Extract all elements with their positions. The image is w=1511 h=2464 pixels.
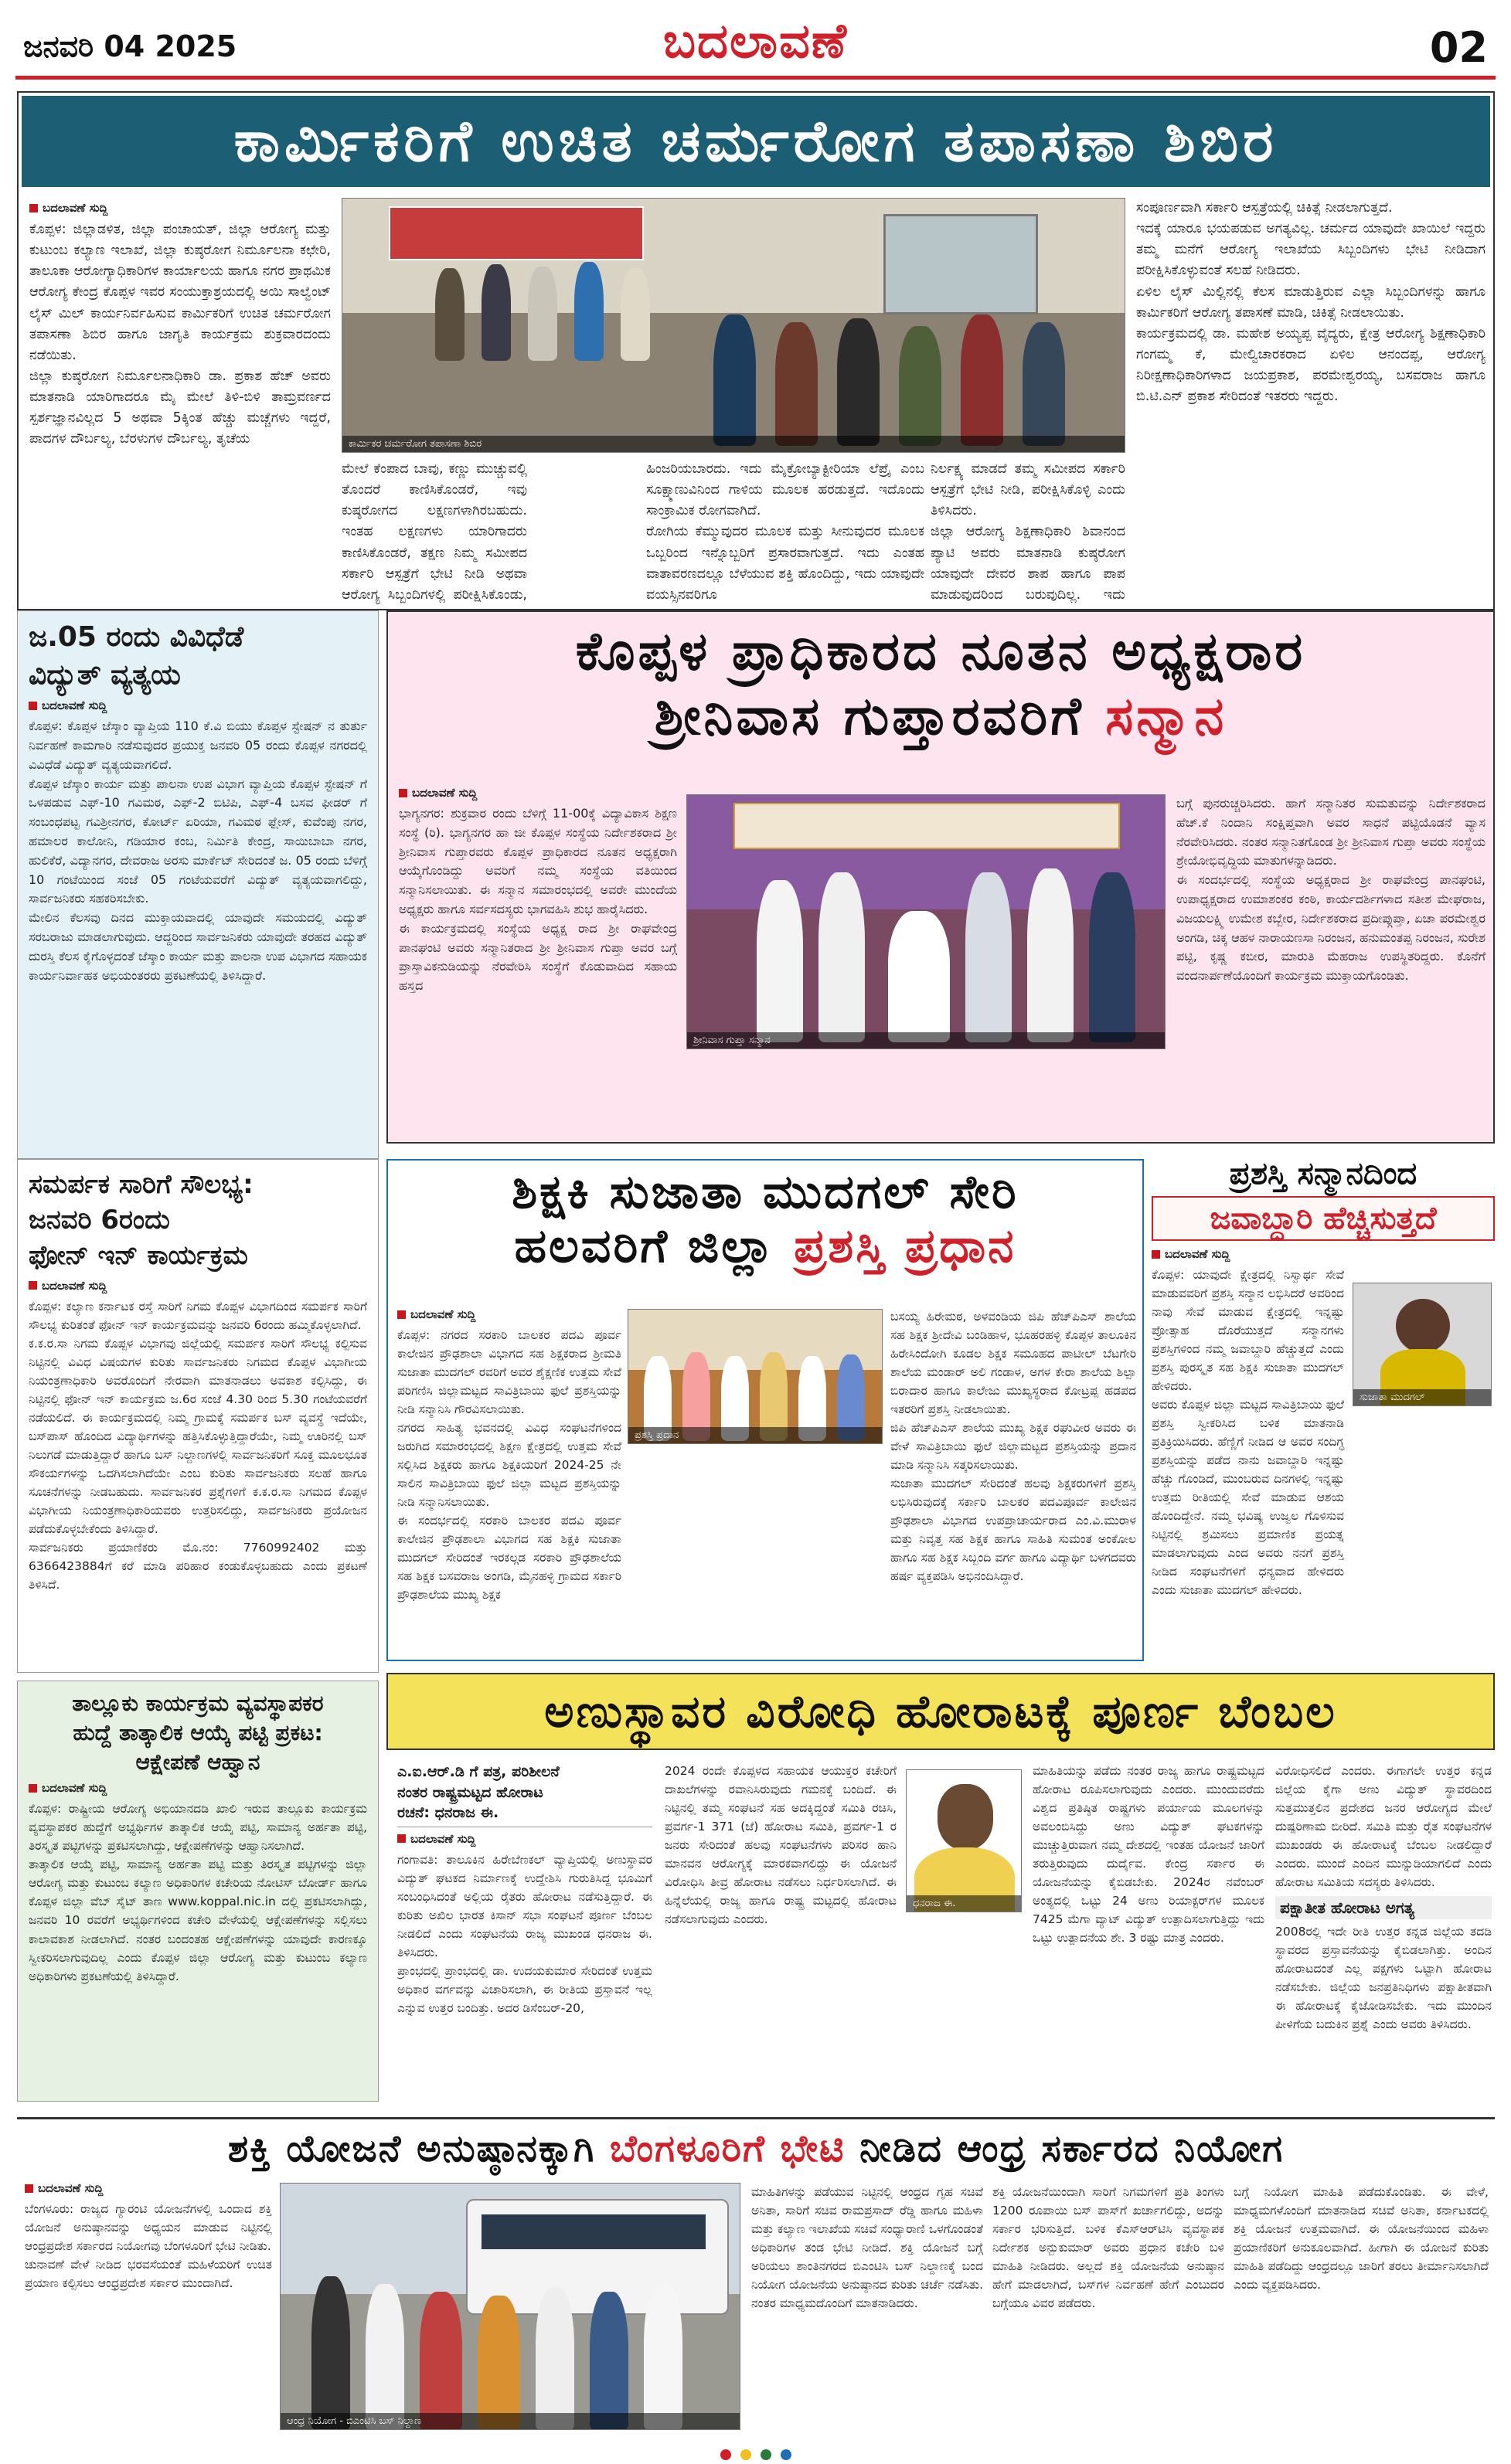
photo-andhra-delegation <box>280 2183 740 2430</box>
byline: ಬದಲಾವಣೆ ಸುದ್ದಿ <box>25 2181 272 2195</box>
article-body: ಕೊಪ್ಪಳ: ನಗರದ ಸರಕಾರಿ ಬಾಲಕರ ಪದವಿ ಪೂರ್ವ ಕಾಲೇಜಿನ ಪ್ರೌಢಶಾಲಾ ವಿಭಾಗದ ಸಹ ಶಿಕ್ಷಕರಾದ ಶ್ರೀಮತಿ ಸುಜಾತಾ ಮುದಗಲ್ ರವರಿಗೆ ಅವರ ಶೈಕ್ಷಣಿಕ ಉತ್ತಮ ಸೇವೆ ಪರಿಗಣಿಸಿ ಜಿಲ್ಲಾಮಟ್ಟದ ಸಾವಿತ್ರಿಬಾಯಿ ಫುಲೆ ಪ್ರಶಸ್ತಿಯನ್ನು ನೀಡಿ ಸನ್ಮಾನಿಸಿ ಗೌರವಿಸಲಾಯಿತು. ನಗರದ ಸಾಹಿತ್ಯ ಭವನದಲ್ಲಿ ವಿವಿಧ ಸಂಘಟನೆಗಳಿಂದ ಜರುಗಿದ ಸಮಾರಂಭದಲ್ಲಿ ಶಿಕ್ಷಣ ಕ್ಷೇತ್ರದಲ್ಲಿ ಉತ್ತಮ ಸೇವೆ ಸಲ್ಲಿಸಿದ ಶಿಕ್ಷಕರು ಹಾಗೂ ಶಿಕ್ಷಕಿಯರಿಗೆ 2024-25 ನೇ ಸಾಲಿನ ಸಾವಿತ್ರಿಬಾಯಿ ಫುಲೆ ಜಿಲ್ಲಾ ಮಟ್ಟದ ಪ್ರಶಸ್ತಿಯನ್ನು ನೀಡಿ ಸನ್ಮಾನಿಸಲಾಯಿತು. ಈ ಸಂದರ್ಭದಲ್ಲಿ ಸರಕಾರಿ ಬಾಲಕರ ಪದವಿ ಪೂರ್ವ ಕಾಲೇಜಿನ ಪ್ರೌಢಶಾಲಾ ವಿಭಾಗದ ಸಹ ಶಿಕ್ಷಕಿ ಸುಜಾತಾ ಮುದಗಲ್ ಸೇರಿದಂತೆ ಇರಕಲ್ಗಡ ಸರಕಾರಿ ಪ್ರೌಢಶಾಲೆಯ ಸಹ ಶಿಕ್ಷಕ ಬಸವರಾಜ ಅಂಗಡಿ, ಮೈನಹಳ್ಳಿ ಗ್ರಾಮದ ಸರ್ಕಾರಿ ಪ್ರೌಢಶಾಲೆಯ ಮುಖ್ಯ ಶಿಕ್ಷಕ <box>397 1328 621 1602</box>
photo-caption: ಶ್ರೀನಿವಾಸ ಗುಪ್ತಾ ಸನ್ಮಾನ <box>687 1032 1165 1048</box>
byline: ಬದಲಾವಣೆ ಸುದ್ದಿ <box>29 1781 367 1795</box>
article-body: ಕೊಪ್ಪಳ: ಕಲ್ಯಾಣ ಕರ್ನಾಟಕ ರಸ್ತೆ ಸಾರಿಗೆ ನಿಗಮ ಕೊಪ್ಪಳ ವಿಭಾಗದಿಂದ ಸಮರ್ಪಕ ಸಾರಿಗೆ ಸೌಲಭ್ಯ ಕುರಿತಂತೆ ಫೋನ್ ಇನ್ ಕಾರ್ಯಕ್ರಮವನ್ನು ಜನವರಿ 6ರಂದು ಹಮ್ಮಿಕೊಳ್ಳಲಾಗಿದೆ. ಕ.ಕ.ರ.ಸಾ ನಿಗಮ ಕೊಪ್ಪಳ ವಿಭಾಗವು ಜಿಲ್ಲೆಯಲ್ಲಿ ಸಮರ್ಪಕ ಸಾರಿಗೆ ಸೌಲಭ್ಯ ಕಲ್ಪಿಸುವ ನಿಟ್ಟಿನಲ್ಲಿ ವಿವಿಧ ವಿಷಯಗಳ ಕುರಿತು ಸಾರ್ವಜನಿಕರು ನಿಗಮದ ಕೊಪ್ಪಳ ವಿಭಾಗೀಯ ನಿಯಂತ್ರಣಾಧಿಕಾರಿ ಅವರೊಂದಿಗೆ ನೇರವಾಗಿ ಮಾತನಾಡಲು ಅವಕಾಶ ಕಲ್ಪಿಸಿದ್ದು, ಈ ನಿಟ್ಟಿನಲ್ಲಿ ಫೋನ್ ಇನ್ ಕಾರ್ಯಕ್ರಮ ಜ.6ರ ಸಂಜೆ 4.30 ರಿಂದ 5.30 ಗಂಟೆಯವರೆಗೆ ನಡೆಯಲಿದೆ. ಈ ಕಾರ್ಯಕ್ರಮದಲ್ಲಿ ನಿಮ್ಮ ಗ್ರಾಮಕ್ಕೆ ಸಮರ್ಪಕ ಬಸ್ ವ್ಯವಸ್ಥೆ ಇದೆಯೇ, ಬಸ್‌ಪಾಸ್ ಹೊಂದಿದ ವಿದ್ಯಾರ್ಥಿಗಳನ್ನು ಹತ್ತಿಸಿಕೊಳ್ಳುತ್ತಿದ್ದಾರೆಯೇ, ನಿಮ್ಮ ಊರಿನಲ್ಲಿ ಬಸ್ ನಿಲುಗಡೆ ಮಾಡುತ್ತಿದ್ದಾರೆ ಹಾಗೂ ಬಸ್ ನಿಲ್ದಾಣಗಳಲ್ಲಿ ಸಾರ್ವಜನಿಕರಿಗೆ ಸೂಕ್ತ ಮೂಲಭೂತ ಸೌಕರ್ಯಗಳನ್ನು ಒದಗಿಸಲಾಗಿದೆಯೇ ಎಂಬ ಕುರಿತು ಸಾರ್ವಜನಿಕರು ಸಲಹೆ ಹಾಗೂ ಸೂಚನೆಗಳನ್ನು ನೀಡಬಹುದು. ಸಾರ್ವಜನಿಕರ ಪ್ರಶ್ನೆಗಳಿಗೆ ಕ.ಕ.ರ.ಸಾ ನಿಗಮದ ಕೊಪ್ಪಳ ವಿಭಾಗೀಯ ನಿಯಂತ್ರಣಾಧಿಕಾರಿಯವರು ಉತ್ತರಿಸಲಿದ್ದು, ಸಾರ್ವಜನಿಕರು ಪ್ರಯೋಜನ ಪಡೆದುಕೊಳ್ಳಬೇಕೆಂದು ತಿಳಿಸಿದ್ದಾರೆ. ಸಾರ್ವಜನಿಕರು ಪ್ರಯಾಣಿಕರು ಮೊ.ನಂ: 7760992402 ಮತ್ತು 6366423884ಗೆ ಕರೆ ಮಾಡಿ ಪರಿಹಾರ ಕಂಡುಕೊಳ್ಳಬಹುದು ಎಂದು ಪ್ರಕಟಣೆ ತಿಳಿಸಿದೆ. <box>29 1299 367 1592</box>
photo-caption: ಪ್ರಶಸ್ತಿ ಪ್ರದಾನ <box>628 1427 882 1443</box>
article-body: 2008ರಲ್ಲಿ ಇದೇ ರೀತಿ ಉತ್ತರ ಕನ್ನಡ ಜಿಲ್ಲೆಯ ತದಡಿ ಸ್ಥಾವರದ ಪ್ರಸ್ತಾವನೆಯನ್ನು ಕೈಬಿಡಲಾಗಿತ್ತು. ಅಂದಿನ ಹೋರಾಟದಂತೆ ಎಲ್ಲ ಪಕ್ಷಗಳು ಒಟ್ಟಾಗಿ ಹೋರಾಟ ನಡೆಸಬೇಕು. ಜಿಲ್ಲೆಯ ಜನಪ್ರತಿನಿಧಿಗಳು ಪಕ್ಷಾತೀತವಾಗಿ ಈ ಹೋರಾಟಕ್ಕೆ ಕೈಜೋಡಿಸಬೇಕು. ಇದು ಮುಂದಿನ ಪೀಳಿಗೆಯ ಬದುಕಿನ ಪ್ರಶ್ನೆ ಎಂದು ಅವರು ತಿಳಿಸಿದರು. <box>1275 1925 1492 2032</box>
article-body: ನಿರ್ಲಕ್ಷ್ಯ ಮಾಡದೆ ತಮ್ಮ ಸಮೀಪದ ಸರ್ಕಾರಿ ಆಸ್ಪತ್ರೆಗೆ ಭೇಟಿ ನೀಡಿ, ಪರೀಕ್ಷಿಸಿಕೊಳ್ಳಿ ಎಂದು ತಿಳಿಸಿದರು. ಜಿಲ್ಲಾ ಆರೋಗ್ಯ ಶಿಕ್ಷಣಾಧಿಕಾರಿ ಶಿವಾನಂದ ಪ್ಯಾಟಿ ಅವರು ಮಾತನಾಡಿ ಕುಷ್ಠರೋಗ ಯಾವುದೇ ದೇವರ ಶಾಪ ಹಾಗೂ ಪಾಪ ಮಾಡುವುದರಿಂದ ಬರುವುದಿಲ್ಲ. ಇದು <box>931 461 1125 603</box>
article-tpm-post <box>17 1681 379 2102</box>
article-body: ಬಗ್ಗೆ ನಿಯೋಗ ಮಾಹಿತಿ ಪಡೆದುಕೊಂಡಿತು. ಈ ವೇಳೆ, ಮಾಧ್ಯಮಗಳೊಂದಿಗೆ ಮಾತನಾಡಿದ ಸಚಿವೆ ಅನಿತಾ, ಕರ್ನಾಟಕದಲ್ಲಿ ಶಕ್ತಿ ಯೋಜನೆ ಉತ್ತಮವಾಗಿದೆ. ಈ ಯೋಜನೆಯಿಂದ ಮಹಿಳಾ ಪ್ರಯಾಣಿಕರಿಗೆ ಅನುಕೂಲವಾಗಿದೆ. ಹೀಗಾಗಿ ಈ ಯೋಜನೆ ಕುರಿತು ಮಾಹಿತಿ ಪಡೆದಿದ್ದು ಆಂಧ್ರದಲ್ಲೂ ಜಾರಿಗೆ ತರಲು ತೀರ್ಮಾನಿಸಲಾಗಿದೆ ಎಂದು ವ್ಯಕ್ತಪಡಿಸಿದರು. <box>1234 2185 1489 2292</box>
byline: ಬದಲಾವಣೆ ಸುದ್ದಿ <box>29 1279 367 1293</box>
photo-caption: ಆಂಧ್ರ ನಿಯೋಗ - ಬಿಎಂಟಿಸಿ ಬಸ್ ನಿಲ್ದಾಣ <box>281 2413 740 2429</box>
article-skin-camp <box>17 91 1495 610</box>
article-body: ಮಾಹಿತಿಗಳನ್ನು ಪಡೆಯುವ ನಿಟ್ಟಿನಲ್ಲಿ ಆಂಧ್ರದ ಗೃಹ ಸಚಿವೆ ಅನಿತಾ, ಸಾರಿಗೆ ಸಚಿವ ರಾಮಪ್ರಸಾದ್ ರೆಡ್ಡಿ ಹಾಗೂ ಮಹಿಳಾ ಮತ್ತು ಕಲ್ಯಾಣ ಇಲಾಖೆಯ ಸಚಿವೆ ಸಂಧ್ಯಾರಾಣಿ ಒಳಗೊಂಡಂತೆ ಅಧಿಕಾರಿಗಳ ತಂಡ ಭೇಟಿ ನೀಡಿದೆ. ಶಕ್ತಿ ಯೋಜನೆ ಬಗ್ಗೆ ಅರಿಯಲು ಶಾಂತಿನಗರದ ಬಿಎಂಟಿಸಿ ಬಸ್ ನಿಲ್ದಾಣಕ್ಕೆ ಬಂದ ನಿಯೋಗ ಯೋಜನೆಯ ಅನುಷ್ಠಾನದ ಕುರಿತು ಚರ್ಚೆ ನಡೆಸಿತು. ನಂತರ ಮಾಧ್ಯಮದೊಂದಿಗೆ ಮಾತನಾಡಿದರು. <box>751 2185 983 2311</box>
article-phone-in <box>17 1159 379 1673</box>
byline: ಬದಲಾವಣೆ ಸುದ್ದಿ <box>1152 1247 1495 1261</box>
page-number: 02 <box>1429 23 1488 72</box>
headline-phone-in: ಸಮರ್ಪಕ ಸಾರಿಗೆ ಸೌಲಭ್ಯ: ಜನವರಿ 6ರಂದು ಫೋನ್ ಇನ್ ಕಾರ್ಯಕ್ರಮ <box>29 1169 254 1271</box>
article-body: ಮೇಲೆ ಕೆಂಪಾದ ಬಾವು, ಕಣ್ಣು ಮುಚ್ಚುವಲ್ಲಿ ತೊಂದರೆ ಕಾಣಿಸಿಕೊಂಡರೆ, ಇವು ಕುಷ್ಠರೋಗದ ಲಕ್ಷಣಗಳಾಗಿರಬಹುದು. ಇಂತಹ ಲಕ್ಷಣಗಳು ಯಾರಿಗಾದರು ಕಾಣಿಸಿಕೊಂಡರೆ, ತಕ್ಷಣ ನಿಮ್ಮ ಸಮೀಪದ ಸರ್ಕಾರಿ ಆಸ್ಪತ್ರೆಗೆ ಭೇಟಿ ನೀಡಿ ಅಥವಾ ಆರೋಗ್ಯ ಸಿಬ್ಬಂದಿಗಳಲ್ಲಿ ಪರೀಕ್ಷಿಸಿಕೊಂಡು, <box>342 461 527 603</box>
article-body: ಶಕ್ತಿ ಯೋಜನೆಯಿಂದಾಗಿ ಸಾರಿಗೆ ನಿಗಮಗಳಿಗೆ ಪ್ರತಿ ತಿಂಗಳು 1200 ರೂಪಾಯಿ ಬಸ್ ಪಾಸ್‌ಗೆ ಖರ್ಚಾಗಲಿದ್ದು, ಅದನ್ನು ಸರ್ಕಾರ ಭರಿಸುತ್ತಿದೆ. ಬಳಿಕ ಕೆಎಸ್‌ಆರ್‌ಟಿಸಿ ವ್ಯವಸ್ಥಾಪಕ ನಿರ್ದೇಶಕ ಅನ್ಬುಕುಮಾರ್ ಅವರು ಪ್ರಧಾನ ಕಚೇರಿ ಬಳಿ ಮಾಹಿತಿ ನೀಡಿದರು. ಅಲ್ಲದೆ ಶಕ್ತಿ ಯೋಜನೆಯ ಅನುಷ್ಠಾನ ಹೇಗೆ ಮಾಡಲಾಗಿದೆ, ಬಸ್‌ಗಳ ನಿರ್ವಹಣೆ ಹೇಗೆ ಎಂಬುದರ ಬಗ್ಗೆಯೂ ವಿವರ ಪಡೆದರು. <box>992 2185 1224 2311</box>
article-srinivas-gupta <box>386 610 1495 1144</box>
article-body: ಬಗ್ಗೆ ಪುನರುಚ್ಚರಿಸಿದರು. ಹಾಗೆ ಸನ್ಮಾನಿತರ ಸುಮತುವನ್ನು ನಿರ್ದೇಶಕರಾದ ಹೆಚ್.ಕೆ ನಿಂದಾನಿ ಸಂಕ್ಷಿಪ್ತವಾಗಿ ಅವರ ಸಾಧನೆ ಪಟ್ಟಿಯೊಡನೆ ವ್ಯಾಸ ನೆರವೇರಿಸಿದರು. ನಂತರ ಸನ್ಮಾನಿತಗೊಂಡ ಶ್ರೀ ಶ್ರೀನಿವಾಸ ಗುಪ್ತಾ ಅವರು ಸಂಸ್ಥೆಯ ಶ್ರೇಯೋಭಿವೃದ್ಧಿಯ ಮಾತುಗಳನ್ನಾಡಿದರು. ಈ ಸಂದರ್ಭದಲ್ಲಿ ಸಂಸ್ಥೆಯ ಅಧ್ಯಕ್ಷರಾದ ಶ್ರೀ ರಾಘವೇಂದ್ರ ಪಾನಘಂಟಿ, ಉಪಾಧ್ಯಕ್ಷರಾದ ಉಮಾಶಂಕರ ಕಂಠಿ, ಕಾರ್ಯದರ್ಶಿಗಳಾದ ಸತೀಶ ಮೇಘರಾಜ, ವಿಜಯಲಕ್ಷ್ಮಿ ಉಮೇಶ ಕಬ್ಬೇರ, ನಿರ್ದೇಶಕರಾದ ಪ್ರದೀಪ್ಗುಪ್ತಾ, ಏಚಾ ಪರಮೇಶ್ವರ ಅಂಗಡಿ, ಚಿಕ್ಕ ಆಹಳ ನಾರಾಯಣಸಾ ನಿರಂಜನ, ಹನುಮಂತಪ್ಪ ನಿರಂಜನ, ಸುರೇಶ ಪಟ್ಟಿ, ಕೃಷ್ಣ ಕಬೀರ, ಮಾರುತಿ ಮೆಹರಾಜ ಉಪಸ್ಥಿತರಿದ್ದರು. ಕೊನೆಗೆ ವಂದನಾರ್ಪಣೆಯೊಂದಿಗೆ ಕಾರ್ಯಕ್ರಮ ಮುಕ್ತಾಯಗೊಂಡಿತು. <box>1176 796 1485 984</box>
headline-sujata-award: ಶಿಕ್ಷಕಿ ಸುಜಾತಾ ಮುದಗಲ್ ಸೇರಿ ಹಲವರಿಗೆ ಜಿಲ್ಲಾ ಪ್ರಶಸ್ತಿ ಪ್ರಧಾನ <box>512 1165 1019 1273</box>
headline-award-responsibility: ಪ್ರಶಸ್ತಿ ಸನ್ಮಾನದಿಂದ ಜವಾಬ್ದಾರಿ ಹೆಚ್ಚಿಸುತ್ತದೆ <box>1152 1151 1495 1241</box>
byline: ಬದಲಾವಣೆ ಸುದ್ದಿ <box>397 1832 652 1846</box>
article-body: ಬಸಯ್ಯ ಹಿರೇಮಠ, ಅಳವಂಡಿಯ ಜಿಪಿ ಹೆಚ್‌ಪಿಎಸ್ ಶಾಲೆಯ ಸಹ ಶಿಕ್ಷಕ ಶ್ರೀದೇವಿ ಬಂಡಿಹಾಳ, ಭೂಹರಹಳ್ಳಿ ಕೊಪ್ಪಳ ತಾಲೂಕಿನ ಹಿರೇಸಿಂದೋಗಿ ಕೂಡಲ ಶಿಕ್ಷಕ ಸಮೂಹದ ಪಾಟೀಲ್ ಬೆಟಗೇರಿ ಶಾಲೆಯ ಮಂಡಾರ್ ಅಲಿ ಗಂಡಾಳ, ಅಗಳ ಕೇರಾ ಶಾಲೆಯ ಶಿಲ್ಪಾ ಬಿರಾದಾರ ಹಾಗೂ ಕಾಲೇಜು ಮುಖ್ಯಸ್ಥರಾದ ಕೋಟ್ರಪ್ಪ ಹಡಪದ ಇತರರಿಗೆ ಪ್ರಶಸ್ತಿ ನೀಡಲಾಯಿತು. ಜಿಪಿ ಹೆಚ್‌ಪಿಎಸ್ ಶಾಲೆಯ ಮುಖ್ಯ ಶಿಕ್ಷಕ ರಘುವೀರ ಅವರು ಈ ವೇಳೆ ಸಾವಿತ್ರಿಬಾಯಿ ಫುಲೆ ಜಿಲ್ಲಾಮಟ್ಟದ ಪ್ರಶಸ್ತಿಯನ್ನು ಪ್ರದಾನ ಮಾಡಿ ಸನ್ಮಾನಿಸಿ ಸತ್ಕರಿಸಲಾಯಿತು. ಸುಜಾತಾ ಮುದಗಲ್ ಸೇರಿದಂತೆ ಹಲವು ಶಿಕ್ಷಕರುಗಳಿಗೆ ಪ್ರಶಸ್ತಿ ಲಭಿಸಿರುವುದಕ್ಕೆ ಸರ್ಕಾರಿ ಬಾಲಕರ ಪದವಿಪೂರ್ವ ಕಾಲೇಜಿನ ಪ್ರೌಢಶಾಲಾ ವಿಭಾಗದ ಉಪಪ್ರಾಚಾರ್ಯರಾದ ಎಂ.ವಿ.ಮುರಾಳ ಮತ್ತು ನಿವೃತ್ತ ಸಹ ಶಿಕ್ಷಕ ಹಾಗೂ ಸಾಹಿತಿ ಸುಮಂತ ಅಂಕೋಲ ಹಾಗೂ ಸಹ ಶಿಕ್ಷಕ ಸಿಬ್ಬಂದಿ ವರ್ಗ ಹಾಗೂ ವಿದ್ಯಾರ್ಥಿ ಬಳಗದವರು ಹರ್ಷ ವ್ಯಕ್ತಪಡಿಸಿ ಅಭಿನಂದಿಸಿದ್ದಾರೆ. <box>890 1310 1136 1584</box>
article-body: ಗಂಗಾವತಿ: ತಾಲೂಕಿನ ಹಿರೇಬೆಣಕಲ್ ವ್ಯಾಪ್ತಿಯಲ್ಲಿ ಅಣುಸ್ಥಾವರ ವಿದ್ಯುತ್ ಘಟಕದ ನಿರ್ಮಾಣಕ್ಕೆ ಉದ್ದೇಶಿಸಿ ಗುರುತಿಸಿದ್ದ ಭೂಮಿಗೆ ಸಂಬಂಧಿಸಿದಂತೆ ಅಲ್ಲಿಯ ರೈತರು ಹೋರಾಟ ನಡೆಸುತ್ತಿದ್ದಾರೆ. ಈ ಕುರಿತು ಅಖಿಲ ಭಾರತ ಕಿಸಾನ್ ಸಭಾ ಸಂಘಟನೆ ಪೂರ್ಣ ಬೆಂಬಲ ನೀಡಲಿದೆ ಎಂದು ಸಂಘಟನೆಯ ರಾಜ್ಯ ಮುಖಂಡ ಧನರಾಜ ಈ. ತಿಳಿಸಿದರು. ಪ್ರಾಂಭದಲ್ಲಿ ಪ್ರಾಂಭದಲ್ಲಿ ಡಾ. ಉದಯಕುಮಾರ ಸೇರಿದಂತೆ ಉತ್ತಮ ಅಧಿಕಾರ ವರ್ಗವನ್ನು ವಿಚಾರಿಸಲಾಗಿ, ಈ ರೀತಿಯ ಪ್ರಸ್ತಾವನೆ ಇಲ್ಲ ಎನ್ನುವ ಉತ್ತರ ಬಂದಿತ್ತು. ಅದರ ಡಿಸೆಂಬರ್-20, <box>397 1852 652 2015</box>
photo-sujata <box>1353 1283 1492 1406</box>
article-body: ಸಂಪೂರ್ಣವಾಗಿ ಸರ್ಕಾರಿ ಆಸ್ಪತ್ರೆಯಲ್ಲಿ ಚಿಕಿತ್ಸೆ ನೀಡಲಾಗುತ್ತದೆ. ಇದಕ್ಕೆ ಯಾರೂ ಭಯಪಡುವ ಅಗತ್ಯವಿಲ್ಲ. ಚರ್ಮದ ಯಾವುದೇ ಖಾಯಿಲೆ ಇದ್ದರು ತಮ್ಮ ಮನೆಗೆ ಆರೋಗ್ಯ ಇಲಾಖೆಯ ಸಿಬ್ಬಂದಿಗಳು ಭೇಟಿ ನೀಡಿದಾಗ ಪರೀಕ್ಷಿಸಿಕೊಳ್ಳುವಂತೆ ಸಲಹೆ ನೀಡಿದರು. ಏಳಿಲ ಲೈಸ್ ಮಿಲ್ಲಿನಲ್ಲಿ ಕೆಲಸ ಮಾಡುತ್ತಿರುವ ಎಲ್ಲಾ ಸಿಬ್ಬಂದಿಗಳನ್ನು ಹಾಗೂ ಕಾರ್ಮಿಕರಿಗೆ ಆರೋಗ್ಯ ತಪಾಸಣೆ ಮಾಡಿ, ಚಿಕಿತ್ಸೆ ನೀಡಲಾಯಿತು. ಕಾರ್ಯಕ್ರಮದಲ್ಲಿ ಡಾ. ಮಹೇಶ ಅಯ್ಯಪ್ಪ ವೈದ್ಯರು, ಕ್ಷೇತ್ರ ಆರೋಗ್ಯ ಶಿಕ್ಷಣಾಧಿಕಾರಿ ಗಂಗಮ್ಮ ಕೆ, ಮೇಲ್ವಿಚಾರಕರಾದ ಏಳಿಲ ಆನಂದಪ್ಪ, ಆರೋಗ್ಯ ನಿರೀಕ್ಷಣಾಧಿಕಾರಿಗಳಾದ ಜಯಪ್ರಕಾಶ, ಪರಮೇಶ್ವರಯ್ಯ, ಬಸವರಾಜ ಹಾಗೂ ಬಿ.ಟಿ.ಎನ್ ಪ್ರಕಾಶ ಸೇರಿದಂತೆ ಇತರರು ಇದ್ದರು. <box>1136 200 1485 405</box>
byline: ಬದಲಾವಣೆ ಸುದ್ದಿ <box>399 786 677 800</box>
newspaper-logo: ಬದಲಾವಣೆ <box>662 12 849 69</box>
byline: ಬದಲಾವಣೆ ಸುದ್ದಿ <box>397 1307 621 1321</box>
article-body: ವಿರೋಧಿಸಲಿದೆ ಎಂದರು. ಈಗಾಗಲೇ ಉತ್ತರ ಕನ್ನಡ ಜಿಲ್ಲೆಯ ಕೈಗಾ ಅಣು ವಿದ್ಯುತ್ ಸ್ಥಾವರದಿಂದ ಸುತ್ತಮುತ್ತಲಿನ ಪ್ರದೇಶದ ಜನರ ಆರೋಗ್ಯದ ಮೇಲೆ ದುಷ್ಪರಿಣಾಮ ಬೀರಿದೆ. ಸಮಿತಿ ಮತ್ತು ರೈತ ಸಂಘಟನೆಗಳ ಮುಖಂಡರು ಈ ಹೋರಾಟಕ್ಕೆ ಬೆಂಬಲ ನೀಡಲಿದ್ದಾರೆ ಎಂದರು. ಮುಂದೆ ಎಂದಿನ ಮುನ್ನುಡಿಯಾಗಲಿದೆ ಎಂದು ಹೋರಾಟ ಸಮಿತಿಯ ಸದಸ್ಯರು ತಿಳಿಸಿದರು. <box>1275 1764 1492 1890</box>
headline-tpm-post: ತಾಲ್ಲೂಕು ಕಾರ್ಯಕ್ರಮ ವ್ಯವಸ್ಥಾಪಕರ ಹುದ್ದೆ ತಾತ್ಕಾಲಿಕ ಆಯ್ಕೆ ಪಟ್ಟಿ ಪ್ರಕಟ: ಆಕ್ಷೇಪಣೆ ಆಹ್ವಾನ <box>72 1691 324 1775</box>
photo-srinivas-gupta <box>686 794 1166 1049</box>
subheadline: ಎ.ಐ.ಆರ್.ಡಿ ಗೆ ಪತ್ರ, ಪರಿಶೀಲನೆ ನಂತರ ರಾಷ್ಟ್ರಮಟ್ಟದ ಹೋರಾಟ ರಚನೆ: ಧನರಾಜ ಈ. <box>397 1762 652 1827</box>
photo-dhanaraj <box>906 1769 1022 1912</box>
article-sujata-award <box>386 1159 1144 1661</box>
issue-date: ಜನವರಿ 04 2025 <box>23 29 237 63</box>
article-shakti-scheme <box>17 2117 1495 2442</box>
article-power-cut <box>17 610 379 1159</box>
article-body: ಕೊಪ್ಪಳ: ಜಿಲ್ಲಾಡಳಿತ, ಜಿಲ್ಲಾ ಪಂಚಾಯತ್, ಜಿಲ್ಲಾ ಆರೋಗ್ಯ ಮತ್ತು ಕುಟುಂಬ ಕಲ್ಯಾಣ ಇಲಾಖೆ, ಜಿಲ್ಲಾ ಕುಷ್ಠರೋಗ ನಿರ್ಮೂಲನಾ ಕಛೇರಿ, ತಾಲೂಕಾ ಆರೋಗ್ಯಾಧಿಕಾರಿಗಳ ಕಾರ್ಯಾಲಯ ಹಾಗೂ ನಗರ ಪ್ರಾಥಮಿಕ ಆರೋಗ್ಯ ಕೇಂದ್ರ ಕೊಪ್ಪಳ ಇವರ ಸಂಯುಕ್ತಾಶ್ರಯದಲ್ಲಿ ಅಯಿ ಸಾಲ್ವೆಂಟ್ ಲೈಸ್ ಮಿಲ್ ಕಾರ್ಯನಿರ್ವಹಿಸುವ ಕಾರ್ಮಿಕರಿಗೆ ಉಚಿತ ಚರ್ಮರೋಗ ತಪಾಸಣಾ ಶಿಬಿರ ಹಾಗೂ ಜಾಗೃತಿ ಕಾರ್ಯಕ್ರಮ ಶುಕ್ರವಾರದಂದು ನಡೆಯಿತು. ಜಿಲ್ಲಾ ಕುಷ್ಠರೋಗ ನಿರ್ಮೂಲನಾಧಿಕಾರಿ ಡಾ. ಪ್ರಕಾಶ ಹೆಚ್ ಅವರು ಮಾತನಾಡಿ ಯಾರಿಗಾದರೂ ಮೈ ಮೇಲೆ ತಿಳಿ-ಬಿಳಿ ತಾಮ್ರವರ್ಣದ ಸ್ಪರ್ಶಜ್ಞಾನವಿಲ್ಲದ 5 ಅಥವಾ 5ಕ್ಕಿಂತ ಹೆಚ್ಚು ಮಚ್ಚೆಗಳು ಇದ್ದರೆ, ಪಾದಗಳ ದೌರ್ಬಲ್ಯ, ಬೆರಳುಗಳ ದೌರ್ಬಲ್ಯ, ತೃಚೆಯ <box>29 222 331 447</box>
article-body: 2024 ರಂದೇ ಕೊಪ್ಪಳದ ಸಹಾಯಕ ಆಯುಕ್ತರ ಕಚೇರಿಗೆ ದಾಖಲೆಗಳನ್ನು ರವಾನಿಸಿರುವುದು ಗಮನಕ್ಕೆ ಬಂದಿದೆ. ಈ ನಿಟ್ಟಿನಲ್ಲಿ ತಮ್ಮ ಸಂಘಟನೆ ಸಹ ಅದಕ್ಕಿದ್ದಂತೆ ಸಮಿತಿ ರಚಿಸಿ, ಪ್ರವರ್ಗ-1 371 (ಜೆ) ಹೋರಾಟ ಸಮಿತಿ, ಪ್ರವರ್ಗ-1 ರ ಜನರು ಸೇರಿದಂತೆ ಹಲವು ಸಂಘಟನೆಗಳು ಪರಿಸರ ಹಾನಿ ಮಾನವನ ಆರೋಗ್ಯಕ್ಕೆ ಮಾರಕವಾಗಲಿದ್ದು ಈ ಯೋಜನೆ ವಿರೋಧಿಸಿ ತೀವ್ರ ಹೋರಾಟ ನಡೆಸಲು ನಿರ್ಧರಿಸಲಾಗಿದೆ. ಈ ಹಿನ್ನೆಲೆಯಲ್ಲಿ ರಾಜ್ಯ ಹಾಗೂ ರಾಷ್ಟ್ರ ಮಟ್ಟದಲ್ಲಿ ಹೋರಾಟ ನಡೆಸಲಾಗುವುದು ಎಂದರು. <box>665 1764 897 1927</box>
article-award-responsibility <box>1152 1151 1495 1661</box>
footer-dots <box>0 2445 1511 2464</box>
article-body: ಕೊಪ್ಪಳ: ರಾಷ್ಟ್ರೀಯ ಆರೋಗ್ಯ ಅಭಿಯಾನದಡಿ ಖಾಲಿ ಇರುವ ತಾಲ್ಲೂಕು ಕಾರ್ಯಕ್ರಮ ವ್ಯವಸ್ಥಾಪಕರ ಹುದ್ದೆಗೆ ಅಭ್ಯರ್ಥಿಗಳ ತಾತ್ಕಾಲಿಕ ಆಯ್ಕೆ ಪಟ್ಟಿ, ಸಾಮಾನ್ಯ ಅರ್ಹತಾ ಪಟ್ಟಿ, ತಿರಸ್ಕೃತ ಪಟ್ಟಿಗಳನ್ನು ಪ್ರಕಟಿಸಲಾಗಿದ್ದು, ಆಕ್ಷೇಪಣೆಗಳನ್ನು ಆಹ್ವಾನಿಸಲಾಗಿದೆ. ತಾತ್ಕಾಲಿಕ ಆಯ್ಕೆ ಪಟ್ಟಿ, ಸಾಮಾನ್ಯ ಅರ್ಹತಾ ಪಟ್ಟಿ ಮತ್ತು ತಿರಸ್ಕೃತ ಪಟ್ಟಿಗಳನ್ನು ಜಿಲ್ಲಾ ಆರೋಗ್ಯ ಮತ್ತು ಕುಟುಂಬ ಕಲ್ಯಾಣ ಅಧಿಕಾರಿಗಳ ಕಚೇರಿಯ ನೋಟಿಸ್ ಬೋರ್ಡ್ ಹಾಗೂ ಕೊಪ್ಪಳ ಜಿಲ್ಲಾ ವೆಬ್ ಸೈಟ್ ತಾಣ www.koppal.nic.in ದಲ್ಲಿ ಪ್ರಕಟಿಸಲಾಗಿದ್ದು, ಜನವರಿ 10 ರವರೆಗೆ ಅಭ್ಯರ್ಥಿಗಳಿಂದ ಕಚೇರಿ ವೇಳೆಯಲ್ಲಿ ಆಕ್ಷೇಪಣೆಗಳನ್ನು ಸಲ್ಲಿಸಲು ಕಾಲಾವಕಾಶ ನೀಡಲಾಗಿದೆ. ನಂತರ ಬಂದಂತಹ ಆಕ್ಷೇಪಣೆಗಳನ್ನು ಯಾವುದೇ ಕಾರಣಕ್ಕೂ ಸ್ವೀಕರಿಸಲಾಗುವುದಿಲ್ಲ ಎಂದು ಕೊಪ್ಪಳ ಜಿಲ್ಲಾ ಆರೋಗ್ಯ ಮತ್ತು ಕುಟುಂಬ ಕಲ್ಯಾಣ ಅಧಿಕಾರಿಗಳು ಪ್ರಕಟಣೆಯಲ್ಲಿ ತಿಳಿಸಿದ್ದಾರೆ. <box>29 1802 367 1983</box>
photo-award-group <box>628 1309 883 1444</box>
headline-srinivas-gupta: ಕೊಪ್ಪಳ ಪ್ರಾಧಿಕಾರದ ನೂತನ ಅಧ್ಯಕ್ಷರಾರ ಶ್ರೀನಿವಾಸ ಗುಪ್ತಾರವರಿಗೆ ಸನ್ಮಾನ <box>575 621 1306 747</box>
article-nuclear-protest <box>386 1673 1495 2105</box>
headline-nuclear-protest: ಅಣುಸ್ಥಾವರ ವಿರೋಧಿ ಹೋರಾಟಕ್ಕೆ ಪೂರ್ಣ ಬೆಂಬಲ <box>386 1673 1495 1750</box>
photo-skin-camp <box>342 198 1125 453</box>
headline-skin-camp: ಕಾರ್ಮಿಕರಿಗೆ ಉಚಿತ ಚರ್ಮರೋಗ ತಪಾಸಣಾ ಶಿಬಿರ <box>22 96 1490 187</box>
article-body: ಕೊಪ್ಪಳ: ಯಾವುದೇ ಕ್ಷೇತ್ರದಲ್ಲಿ ನಿಸ್ವಾರ್ಥ ಸೇವೆ ಮಾಡುವವರಿಗೆ ಪ್ರಶಸ್ತಿ ಸನ್ಮಾನ ಲಭಿಸಿದರೆ ಅವರಿಂದ ನಾವು ಸೇವೆ ಮಾಡುವ ಕ್ಷೇತ್ರದಲ್ಲಿ ಇನ್ನಷ್ಟು ಪ್ರೋತ್ಸಾಹ ದೊರೆಯುತ್ತದೆ ಸನ್ಮಾನಗಳು ಪ್ರಶಸ್ತಿಗಳಿಂದ ನಮ್ಮ ಜವಾಬ್ದಾರಿ ಹೆಚ್ಚುತ್ತದೆ ಎಂದು ಪ್ರಶಸ್ತಿ ಪುರಸ್ಕೃತ ಸಹ ಶಿಕ್ಷಕಿ ಸುಜಾತಾ ಮುದಗಲ್ ಹೇಳಿದರು. ಅವರು ಕೊಪ್ಪಳ ಜಿಲ್ಲಾ ಮಟ್ಟದ ಸಾವಿತ್ರಿಬಾಯಿ ಫುಲೆ ಪ್ರಶಸ್ತಿ ಸ್ವೀಕರಿಸಿದ ಬಳಿಕ ಮಾತನಾಡಿ ಪ್ರತಿಕ್ರಿಯಿಸಿದರು. ಹೆಣ್ಣಿಗೆ ನೀಡಿದ ಆ ಅವರ ಸಂದಿಗ್ಧ ಪ್ರಶಸ್ತಿಯನ್ನು ಪಡೆದ ನಾನು ಜವಾಬ್ದಾರಿ ಇನ್ನಷ್ಟು ಹೆಚ್ಚು ಗೊಂಡಿದೆ, ಮುಂಬರುವ ದಿನಗಳಲ್ಲಿ ಇನ್ನಷ್ಟು ಉತ್ತಮ ರೀತಿಯಲ್ಲಿ ಸೇವೆ ಮಾಡುವ ಆಶಯ ಹೊಂದಿದ್ದೇನೆ. ನಮ್ಮ ಭವಿಷ್ಯ ಉಜ್ವಲ ಗೊಳಿಸುವ ನಿಟ್ಟಿನಲ್ಲಿ ಶ್ರಮಿಸಲು ಪ್ರಮಾಣಿಕ ಪ್ರಯತ್ನ ಮಾಡಲಾಗುವುದು ಎಂದ ಅವರು ನನಗೆ ಪ್ರಶಸ್ತಿ ನೀಡಿದ ಸಂಘಟನೆಗಳಿಗೆ ಧನ್ಯವಾದ ಹೇಳಿದರು ಎಂದು ಸುಜಾತಾ ಮುದಗಲ್ ಹೇಳಿದರು. <box>1152 1268 1344 1598</box>
byline: ಬದಲಾವಣೆ ಸುದ್ದಿ <box>29 698 367 712</box>
article-body: ಭಾಗ್ಯನಗರ: ಶುಕ್ರವಾರ ರಂದು ಬೆಳಿಗ್ಗೆ 11-00ಕ್ಕೆ ವಿದ್ಯಾವಿಕಾಸ ಶಿಕ್ಷಣ ಸಂಸ್ಥೆ (ರಿ). ಭಾಗ್ಯನಗರ ಹಾ ಜೀ ಕೊಪ್ಪಳ ಸಂಸ್ಥೆಯ ನಿರ್ದೇಶಕರಾದ ಶ್ರೀ ಶ್ರೀನಿವಾಸ ಗುಪ್ತಾರವರು ಕೊಪ್ಪಳ ಪ್ರಾಧಿಕಾರದ ನೂತನ ಅಧ್ಯಕ್ಷರಾಗಿ ಆಯ್ಕೆಗೊಂಡಿದ್ದು ಅವರಿಗೆ ನಮ್ಮ ಸಂಸ್ಥೆಯ ವತಿಯಿಂದ ಸನ್ಮಾನಿಸಲಾಯಿತು. ಈ ಸನ್ಮಾನ ಸಮಾರಂಭದಲ್ಲಿ ಅವರೇ ಮುಂದೆಯ ಅಧ್ಯಕ್ಷರು ಹಾಗೂ ಸರ್ವಸದಸ್ಯರು ಭಾಗವಹಿಸಿ ಶುಭ ಹಾರೈಸಿದರು. ಈ ಕಾರ್ಯಕ್ರಮದಲ್ಲಿ ಸಂಸ್ಥೆಯ ಅಧ್ಯಕ್ಷ ರಾದ ಶ್ರೀ ರಾಘವೇಂದ್ರ ಪಾನಘಂಟಿ ಅವರು ಸನ್ಮಾನಿತರಾದ ಶ್ರೀ ಶ್ರೀನಿವಾಸ ಗುಪ್ತಾ ಅವರ ಬಗ್ಗೆ ಪ್ರಾಸ್ತಾವಿಕನುಡಿಯನ್ನು ನೆರವೇರಿಸಿ ಸಂಸ್ಥೆಗೆ ಕೊಡುವಾದಿದ ಸಹಾಯ ಹಸ್ತದ <box>399 806 677 994</box>
pull-quote-heading: ಪಕ್ಷಾತೀತ ಹೋರಾಟ ಅಗತ್ಯ <box>1275 1896 1492 1919</box>
photo-caption: ಸುಜಾತಾ ಮುದಗಲ್ <box>1353 1389 1491 1405</box>
headline-power-cut: ಜ.05 ರಂದು ವಿವಿಧೆಡೆ ವಿದ್ಯುತ್ ವ್ಯತ್ಯಯ <box>29 621 244 691</box>
article-body: ಕೊಪ್ಪಳ: ಕೊಪ್ಪಳ ಜೆಸ್ಕಾಂ ವ್ಯಾಪ್ತಿಯ 110 ಕೆ.ವಿ ಬಿಯು ಕೊಪ್ಪಳ ಸ್ಟೇಷನ್ ನ ತುರ್ತು ನಿರ್ವಹಣೆ ಕಾಮಗಾರಿ ನಡೆಸುವುದರ ಪ್ರಯುಕ್ತ ಜನವರಿ 05 ರಂದು ಕೊಪ್ಪಳ ನಗರದಲ್ಲಿ ವಿವಿಧೆಡೆ ವಿದ್ಯುತ್ ವ್ಯತ್ಯಯವಾಗಲಿದೆ. ಕೊಪ್ಪಳ ಜೆಸ್ಕಾಂ ಕಾರ್ಯ ಮತ್ತು ಪಾಲನಾ ಉಪ ವಿಭಾಗ ವ್ಯಾಪ್ತಿಯ ಕೊಪ್ಪಳ ಸ್ಟೇಷನ್ ಗೆ ಒಳಪಡುವ ಎಫ್-10 ಗವಿಮಠ, ಎಫ್-2 ಬಿಟಿಪಿ, ಎಫ್-4 ಬಸವ ಫೀಡರ್ ಗೆ ಸಂಬಂಧಪಟ್ಟ ಗವಿಶ್ರೀನಗರ, ಕೋರ್ಟ್ ಏರಿಯಾ, ಗವಿಮಠ ಫ್ಲೇಸ್, ಕುವೆಂಪು ನಗರ, ಹಮಾಲರ ಕಾಲೋನಿ, ಗಡಿಯಾರ ಕಂಬ, ನಿರ್ಮಿತಿ ಕೇಂದ್ರ, ಸಾಯಿಬಾಬಾ ನಗರ, ಹುಲಿಕೆರೆ, ವಿದ್ಯಾನಗರ, ದೇವರಾಜ ಅರಸು ಮಾರ್ಕೆಟ್ ಸೇರಿದಂತೆ ಜ. 05 ರಂದು ಬೆಳಿಗ್ಗೆ 10 ಗಂಟೆಯಿಂದ ಸಂಜೆ 05 ಗಂಟೆಯವರೆಗೆ ವಿದ್ಯುತ್ ವ್ಯತ್ಯಯವಾಗಲಿದ್ದು, ಸಾರ್ವಜನಿಕರು ಸಹಕರಿಸಬೇಕು. ಮೇಲಿನ ಕೆಲಸವು ದಿನದ ಮುಕ್ತಾಯವಾದಲ್ಲಿ ಯಾವುದೇ ಸಮಯದಲ್ಲಿ ವಿದ್ಯುತ್ ಸರಬರಾಜು ಮಾಡಲಾಗುವುದು. ಆದ್ದರಿಂದ ಸಾರ್ವಜನಿಕರು ಯಾವುದೇ ತರಹದ ವಿದ್ಯುತ್ ದುರಸ್ತಿ ಕೆಲಸ ಕೈಗೊಳ್ಳದಂತೆ ಜೆಸ್ಕಾಂ ಕಾರ್ಯ ಮತ್ತು ಪಾಲನಾ ಉಪ ವಿಭಾಗದ ಸಹಾಯಕ ಕಾರ್ಯನಿರ್ವಾಹಕ ಅಭಿಯಂತರರು ಪ್ರಕಟಣೆಯಲ್ಲಿ ತಿಳಿಸಿದ್ದಾರೆ. <box>29 719 367 983</box>
headline-shakti-scheme: ಶಕ್ತಿ ಯೋಜನೆ ಅನುಷ್ಠಾನಕ್ಕಾಗಿ ಬೆಂಗಳೂರಿಗೆ ಭೇಟಿ ನೀಡಿದ ಆಂಧ್ರ ಸರ್ಕಾರದ ನಿಯೋಗ <box>227 2127 1285 2170</box>
photo-caption: ಧನರಾಜ ಈ. <box>907 1895 1021 1912</box>
article-body: ಹಿಂಜರಿಯಬಾರದು. ಇದು ಮೈಕ್ರೋಬ್ಯಾಕ್ಟೀರಿಯಾ ಲೆಪ್ರೈ ಎಂಬ ಸೂಕ್ಷ್ಮಾಣುವಿನಿಂದ ಗಾಳಿಯ ಮೂಲಕ ಹರಡುತ್ತದೆ. ಇದೊಂದು ಸಾಂಕ್ರಾಮಿಕ ರೋಗವಾಗಿದೆ. ರೋಗಿಯ ಕೆಮ್ಮುವುದರ ಮೂಲಕ ಮತ್ತು ಸೀನುವುದರ ಮೂಲಕ ಒಬ್ಬರಿಂದ ಇನ್ನೊಬ್ಬರಿಗೆ ಪ್ರಸಾರವಾಗುತ್ತದೆ. ಇದು ಎಂತಹ ವಾತಾವರಣದಲ್ಲೂ ಬೆಳೆಯುವ ಶಕ್ತಿ ಹೊಂದಿದ್ದು, ಇದು ಯಾವುದೇ ವಯಸ್ಸಿನವರಿಗೂ <box>646 461 924 603</box>
byline: ಬದಲಾವಣೆ ಸುದ್ದಿ <box>29 201 331 215</box>
article-body: ಮಾಹಿತಿಯನ್ನು ಪಡೆದು ನಂತರ ರಾಜ್ಯ ಹಾಗೂ ರಾಷ್ಟ್ರಮಟ್ಟದ ಹೋರಾಟ ರೂಪಿಸಲಾಗುವುದು ಎಂದರು. ಮುಂದುವರೆದು ವಿಶ್ವದ ಪ್ರತಿಷ್ಠಿತ ರಾಷ್ಟ್ರಗಳು ಪರ್ಯಾಯ ಮೂಲಗಳನ್ನು ಅವಲಂಬಿಸಿದ್ದು ಅಣು ವಿದ್ಯುತ್ ಘಟಕಗಳನ್ನು ಮುಚ್ಚುತ್ತಿರುವಾಗ ನಮ್ಮ ದೇಶದಲ್ಲಿ ಇಂತಹ ಯೋಜನೆ ಜಾರಿಗೆ ತರುತ್ತಿರುವುದು ದುರ್ದೈವ. ಕೇಂದ್ರ ಸರ್ಕಾರ ಈ ಯೋಜನೆಯನ್ನು ಕೈಬಿಡಬೇಕು. 2024ರ ನವೆಂಬರ್ ಅಂತ್ಯದಲ್ಲಿ ಒಟ್ಟು 24 ಅಣು ರಿಯಾಕ್ಟರ್‌ಗಳ ಮೂಲಕ 7425 ಮೆಗಾ ವ್ಯಾಟ್ ವಿದ್ಯುತ್ ಉತ್ಪಾದಿಸಲಾಗುತ್ತಿದ್ದು ಇದು ಒಟ್ಟು ಉತ್ಪಾದನೆಯ ಶೇ. 3 ರಷ್ಟು ಮಾತ್ರ ಎಂದರು. <box>1033 1764 1264 1946</box>
photo-caption: ಕಾರ್ಮಿಕರ ಚರ್ಮರೋಗ ತಪಾಸಣಾ ಶಿಬಿರ <box>342 436 1125 452</box>
masthead <box>0 0 1511 85</box>
article-body: ಬೆಂಗಳೂರು: ರಾಜ್ಯದ ಗ್ಯಾರಂಟಿ ಯೋಜನೆಗಳಲ್ಲಿ ಒಂದಾದ ಶಕ್ತಿ ಯೋಜನೆ ಅನುಷ್ಠಾನವನ್ನು ಅಧ್ಯಯನ ಮಾಡುವ ನಿಟ್ಟಿನಲ್ಲಿ ಆಂಧ್ರಪ್ರದೇಶ ಸರ್ಕಾರದ ನಿಯೋಗವು ಬೆಂಗಳೂರಿಗೆ ಭೇಟಿ ನೀಡಿತು. ಚುನಾವಣೆ ವೇಳೆ ನೀಡಿದ ಭರವಸೆಯಂತೆ ಮಹಿಳೆಯರಿಗೆ ಉಚಿತ ಪ್ರಯಾಣ ಕಲ್ಪಿಸಲು ಆಂಧ್ರಪ್ರದೇಶ ಸರ್ಕಾರ ಮುಂದಾಗಿದೆ. <box>25 2202 272 2291</box>
